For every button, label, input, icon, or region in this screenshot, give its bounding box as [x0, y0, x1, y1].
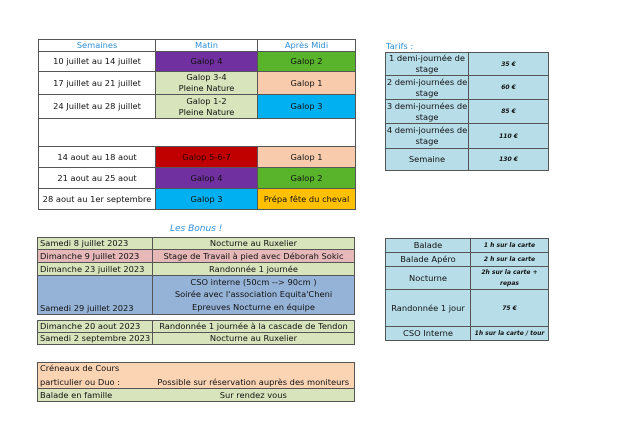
- schedule-row: [39, 189, 356, 210]
- schedule-row: [39, 95, 356, 119]
- bonus-activity: Randonnée 1 journée: [153, 263, 355, 276]
- header-afternoon: Après Midi: [258, 40, 356, 52]
- schedule-row: [39, 72, 356, 95]
- activity-price: 1 h sur la carte: [471, 239, 549, 253]
- tarif-price: 130 €: [469, 149, 549, 171]
- header-morning: Matin: [156, 40, 258, 52]
- tarif-price: 60 €: [469, 76, 549, 100]
- afternoon-cell: Galop 1: [258, 147, 356, 168]
- bonus-activity: Nocturne au Ruxelier: [153, 238, 355, 250]
- family-row: [38, 389, 355, 402]
- bonus-activity: Nocturne au Ruxelier: [153, 333, 355, 345]
- tarif-label: [386, 100, 469, 124]
- bonus-activity-line-3: Epreuves Nocturne en équipe: [191, 302, 315, 312]
- bonus-date: Dimanche 20 aout 2023: [38, 321, 153, 333]
- morning-line-2: Pleine Nature: [178, 83, 235, 93]
- bonus-table: [37, 237, 355, 345]
- morning-cell: [156, 95, 258, 119]
- schedule-header-row: [39, 40, 356, 52]
- schedule-row: [39, 147, 356, 168]
- bonus-title: Les Bonus !: [170, 224, 223, 234]
- morning-line-2: Pleine Nature: [178, 106, 235, 117]
- family-value: Sur rendez vous: [153, 389, 355, 402]
- bonus-row: [38, 276, 355, 315]
- afternoon-cell: Galop 1: [258, 72, 356, 95]
- morning-line-1: Galop 1-2: [186, 95, 227, 106]
- tarif-label-line-2: stage: [415, 87, 439, 98]
- bonus-row: [38, 250, 355, 263]
- afternoon-cell: Galop 2: [258, 52, 356, 72]
- creneaux-value: Possible sur réservation auprès des moniteurs: [153, 363, 355, 389]
- bonus-date: Dimanche 9 Juillet 2023: [38, 250, 153, 263]
- bonus-activity: [153, 276, 355, 315]
- tarif-label-line-1: 3 demi-journées de: [386, 100, 468, 111]
- creneaux-row: [38, 363, 355, 389]
- tarif-label-line-1: 4 demi-journées de: [386, 125, 468, 135]
- activity-row: [386, 239, 549, 253]
- tarifs-table: [385, 52, 549, 171]
- tarif-label-line-2: stage: [415, 64, 439, 74]
- activity-row: [386, 267, 549, 290]
- schedule-gap-row: [39, 119, 356, 147]
- tarif-label-line-1: 2 demi-journées de: [386, 76, 468, 87]
- afternoon-cell: Galop 3: [258, 95, 356, 119]
- activities-table: [385, 238, 549, 341]
- week-cell: 21 aout au 25 aout: [39, 168, 156, 189]
- creneaux-label: [38, 363, 153, 389]
- schedule-row: [39, 168, 356, 189]
- tarif-row: [386, 100, 549, 124]
- activity-row: [386, 327, 549, 341]
- tarif-row: [386, 53, 549, 76]
- activity-row: [386, 290, 549, 327]
- schedule-row: [39, 52, 356, 72]
- week-cell: 14 aout au 18 aout: [39, 147, 156, 168]
- morning-cell: Galop 4: [156, 168, 258, 189]
- tarif-label: [386, 124, 469, 149]
- bonus-date: Samedi 8 juillet 2023: [38, 238, 153, 250]
- activity-label: Balade: [386, 239, 471, 253]
- morning-cell: Galop 3: [156, 189, 258, 210]
- bonus-row: [38, 238, 355, 250]
- bonus-row: [38, 333, 355, 345]
- bonus-date: Dimanche 23 juillet 2023: [38, 263, 153, 276]
- schedule-table: [38, 39, 356, 210]
- activity-label: Nocturne: [386, 267, 471, 290]
- week-cell: 28 aout au 1er septembre: [39, 189, 156, 210]
- tarif-row: [386, 76, 549, 100]
- bonus-row: [38, 263, 355, 276]
- gap-cell: [39, 119, 356, 147]
- tarif-price: 110 €: [469, 124, 549, 149]
- activity-price: 2h sur la carte + repas: [471, 267, 549, 290]
- bonus-row: [38, 321, 355, 333]
- tarif-label: [386, 76, 469, 100]
- bonus-activity: Randonnée 1 journée à la cascade de Tendon: [153, 321, 355, 333]
- morning-cell: Galop 5-6-7: [156, 147, 258, 168]
- bonus-activity: Stage de Travail à pied avec Déborah Sokic: [153, 250, 355, 263]
- activity-label: Randonnée 1 jour: [386, 290, 471, 327]
- creneaux-table: [37, 362, 355, 402]
- activity-row: [386, 253, 549, 267]
- week-cell: 24 Juillet au 28 juillet: [39, 95, 156, 119]
- morning-cell: Galop 4: [156, 52, 258, 72]
- family-label: Balade en famille: [38, 389, 153, 402]
- bonus-activity-line-1: CSO interne (50cm --> 90cm ): [190, 277, 317, 287]
- bonus-date: Samedi 29 juillet 2023: [38, 276, 153, 315]
- morning-cell: [156, 72, 258, 95]
- bonus-activity-line-2: Soirée avec l'association Equita'Cheni: [174, 289, 333, 299]
- tarif-label-line-2: stage: [415, 111, 439, 122]
- tarif-row: [386, 124, 549, 149]
- week-cell: 17 juillet au 21 juillet: [39, 72, 156, 95]
- tarif-price: 35 €: [469, 53, 549, 76]
- activity-label: Balade Apéro: [386, 253, 471, 267]
- creneaux-label-line-1: Créneaux de Cours: [40, 363, 120, 373]
- tarifs-title: Tarifs :: [386, 41, 414, 51]
- activity-price: 75 €: [471, 290, 549, 327]
- tarif-label-line-2: stage: [415, 136, 439, 146]
- header-weeks: Semaines: [39, 40, 156, 52]
- tarif-label-line-1: 1 demi-journée de: [388, 53, 466, 63]
- activity-price: 1h sur la carte / tour: [471, 327, 549, 341]
- tarif-label: Semaine: [386, 149, 469, 171]
- tarif-label: [386, 53, 469, 76]
- activity-price: 2 h sur la carte: [471, 253, 549, 267]
- bonus-date: Samedi 2 septembre 2023: [38, 333, 153, 345]
- afternoon-cell: Galop 2: [258, 168, 356, 189]
- afternoon-cell: Prépa fête du cheval: [258, 189, 356, 210]
- tarif-price: 85 €: [469, 100, 549, 124]
- morning-line-1: Galop 3-4: [186, 72, 227, 82]
- creneaux-label-line-2: particulier ou Duo :: [40, 377, 121, 387]
- tarif-row: [386, 149, 549, 171]
- week-cell: 10 juillet au 14 juillet: [39, 52, 156, 72]
- activity-label: CSO Interne: [386, 327, 471, 341]
